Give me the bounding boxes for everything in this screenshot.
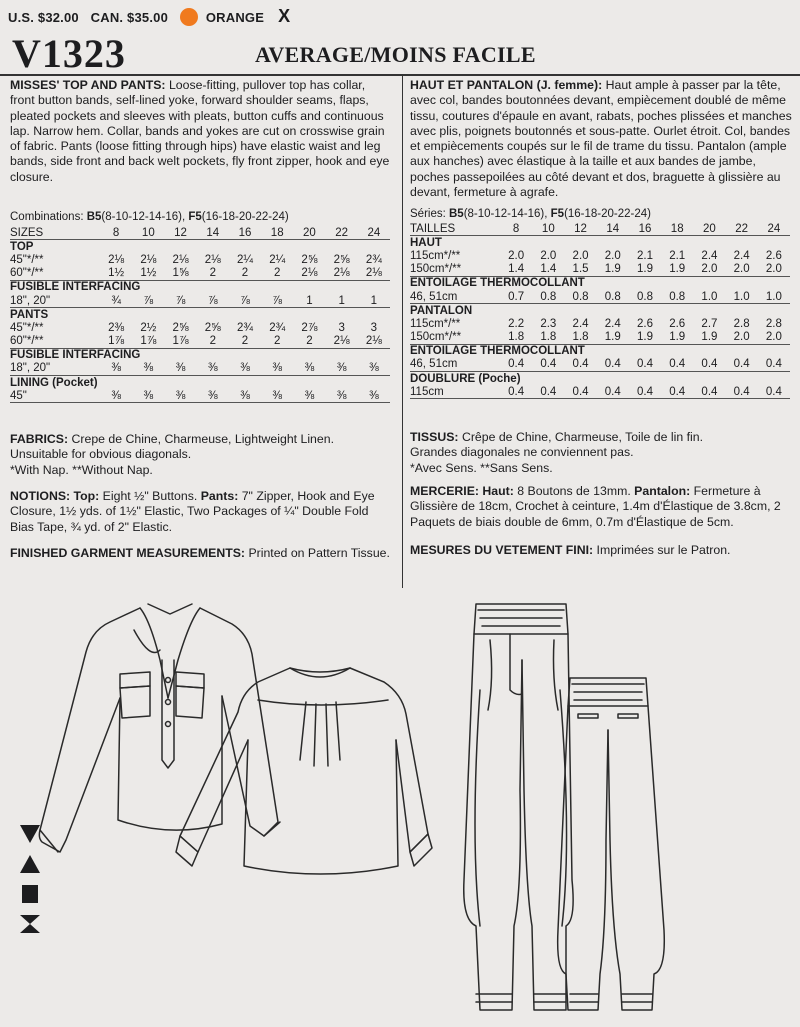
table-cell: 2 [197, 267, 229, 281]
table-cell: 2⅛ [358, 267, 390, 281]
table-row-label: PANTALON [410, 304, 473, 317]
table-cell: 0.4 [500, 358, 532, 372]
table-section-row [410, 372, 790, 386]
table-cell: 18 [261, 226, 293, 240]
table-cell: 2.0 [693, 263, 725, 277]
table-cell: 2⅛ [326, 267, 358, 281]
table-cell: 16 [629, 222, 661, 236]
table-cell: 2 [229, 335, 261, 349]
table-cell: ⅞ [261, 294, 293, 308]
table-cell: 0.7 [500, 290, 532, 304]
table-row [410, 331, 790, 345]
table-cell: 1.9 [597, 263, 629, 277]
table-cell: 1.9 [629, 331, 661, 345]
table-cell: ⅜ [229, 362, 261, 376]
table-cell: 2.8 [765, 317, 782, 330]
table-cell: 0.4 [597, 358, 629, 372]
table-cell: 24 [758, 222, 790, 236]
table-cell: 2.2 [508, 317, 525, 330]
table-row-label: DOUBLURE (Poche) [410, 372, 521, 385]
table-cell: 1⅝ [164, 267, 196, 281]
table-cell: 2¾ [269, 321, 286, 334]
table-cell: ⅜ [326, 362, 358, 376]
table-cell: 1⅞ [164, 335, 196, 349]
table-row-label: 45"*/** [10, 321, 44, 334]
table-cell: 1.9 [661, 331, 693, 345]
table-cell: 14 [197, 226, 229, 240]
table-cell: ⅜ [293, 362, 325, 376]
table-section-row [10, 240, 390, 254]
table-cell: ⅜ [132, 362, 164, 376]
table-cell: 20 [293, 226, 325, 240]
table-row-label: ENTOILAGE THERMOCOLLANT [410, 345, 585, 358]
table-cell: 1.5 [564, 263, 596, 277]
table-cell: 1½ [132, 267, 164, 281]
table-cell: ⅞ [197, 294, 229, 308]
table-cell: ⅜ [132, 389, 164, 403]
table-cell: 3 [338, 321, 345, 334]
table-row-label: 46, 51cm [410, 358, 500, 372]
french-notions: MERCERIE: Haut: 8 Boutons de 13mm. Pantalon: Fermeture à Glissière de 18cm, Crochet à ceinture, 1.4m d'Élastique de 3.8cm, 2 Paquets de biais double de 6mm, 0.7m d'Élastique de 5cm. [410, 484, 781, 529]
table-cell: 1.0 [693, 290, 725, 304]
table-row [410, 263, 790, 277]
table-header-row [10, 226, 390, 240]
french-description [410, 78, 792, 200]
table-cell: 2 [293, 335, 325, 349]
table-cell: 2.1 [669, 249, 686, 262]
table-cell: 1½ [100, 267, 132, 281]
table-row [410, 290, 790, 304]
table-cell: 1 [293, 294, 325, 308]
table-cell: 0.4 [629, 385, 661, 399]
table-row [10, 362, 390, 376]
table-cell: ⅜ [261, 362, 293, 376]
table-cell: 1.8 [564, 331, 596, 345]
table-row [410, 385, 790, 399]
table-cell: 2¼ [236, 253, 253, 266]
table-cell: 2.0 [604, 249, 621, 262]
table-cell: 2.0 [508, 249, 525, 262]
column-divider [402, 76, 403, 588]
table-cell: 2.4 [733, 249, 750, 262]
price-us: U.S. $32.00 [8, 10, 79, 25]
table-cell: 2⅛ [358, 335, 390, 349]
table-section-row [10, 348, 390, 362]
table-header-row [410, 222, 790, 236]
table-row-label: HAUT [410, 236, 442, 249]
price-can: CAN. $35.00 [90, 10, 169, 25]
table-cell: 8 [100, 226, 132, 240]
table-cell: 0.8 [661, 290, 693, 304]
table-cell: 0.4 [564, 358, 596, 372]
table-cell: 2.4 [604, 317, 621, 330]
table-cell: 0.4 [597, 385, 629, 399]
table-cell: 1.4 [500, 263, 532, 277]
table-cell: 22 [726, 222, 758, 236]
table-cell: 18 [661, 222, 693, 236]
table-cell: 0.4 [661, 385, 693, 399]
table-row [10, 294, 390, 308]
table-cell: 2¾ [236, 321, 253, 334]
table-row-label: 18", 20" [10, 362, 100, 376]
french-description-text: Haut ample à passer par la tête, avec col, bandes boutonnées devant, empiècement doublé de même tissu, coutures d'épaule en avant, rabats, poches plissées et manches avec plis, poignets boutonnés et sous-patte. Ourlet étroit. Col, bandes et empiècements coupés sur le fil de trame du tissu. Pantalon (ample aux hanches) avec élastique à la taille et aux bandes de jambe, poches passepoilées au côté devant et dos, braguette à glissière au devant, fermeture à agrafe. [410, 78, 792, 200]
table-cell: 10 [532, 222, 564, 236]
table-cell: 1.8 [532, 331, 564, 345]
pattern-number: V1323 [12, 31, 126, 76]
table-cell: ⅞ [229, 294, 261, 308]
table-cell: 2⅛ [293, 267, 325, 281]
table-cell: 16 [229, 226, 261, 240]
table-cell: 1.9 [661, 263, 693, 277]
table-row-label: TAILLES [410, 222, 500, 236]
table-cell: ⅜ [358, 362, 390, 376]
table-cell: 2.6 [669, 317, 686, 330]
table-cell: ⅜ [326, 389, 358, 403]
table-row-label: 115cm [410, 385, 500, 399]
table-row [10, 389, 390, 403]
table-cell: ⅜ [197, 389, 229, 403]
table-row-label: 115cm*/** [410, 317, 461, 330]
pants-front-drawing [464, 604, 573, 1010]
table-cell: 2.0 [726, 263, 758, 277]
table-cell: 24 [358, 226, 390, 240]
table-row-label: PANTS [10, 308, 49, 321]
table-row-label: ENTOILAGE THERMOCOLLANT [410, 277, 585, 290]
table-cell: 2¼ [269, 253, 286, 266]
pants-back-drawing [558, 678, 665, 1010]
table-cell: 2⅝ [172, 321, 189, 334]
table-cell: 2⅝ [333, 253, 350, 266]
table-cell: 2.4 [701, 249, 718, 262]
table-row [10, 335, 390, 349]
table-row [10, 267, 390, 281]
table-cell: 1.9 [693, 331, 725, 345]
table-cell: 2 [229, 267, 261, 281]
table-cell: ⅜ [164, 362, 196, 376]
table-cell: 2⅝ [301, 253, 318, 266]
table-row-label: 46, 51cm [410, 290, 500, 304]
table-cell: 2⅛ [140, 253, 157, 266]
english-finished-measurements: FINISHED GARMENT MEASUREMENTS: Printed on Pattern Tissue. [10, 546, 390, 560]
english-notions: NOTIONS: Top: Eight ½" Buttons. Pants: 7" Zipper, Hook and Eye Closure, 1½ yds. of 1½" Elastic, Two Packages of ¼" Double Fold Bias Tape, ¾ yd. of 2" Elastic. [10, 489, 375, 534]
table-row-label: 115cm*/** [410, 249, 461, 262]
table-cell: ⅜ [164, 389, 196, 403]
table-cell: 2.6 [765, 249, 782, 262]
table-cell: ⅜ [229, 389, 261, 403]
table-cell: 1.9 [597, 331, 629, 345]
table-cell: 0.4 [564, 385, 596, 399]
table-cell: 2.0 [758, 263, 790, 277]
table-section-row [410, 344, 790, 358]
garment-illustrations [0, 590, 800, 1027]
table-cell: 0.4 [693, 358, 725, 372]
price-line [8, 6, 298, 27]
table-cell: ⅜ [197, 362, 229, 376]
table-cell: 0.8 [564, 290, 596, 304]
table-cell: 0.4 [629, 358, 661, 372]
table-cell: 2.3 [540, 317, 557, 330]
english-fabrics: FABRICS: Crepe de Chine, Charmeuse, Lightweight Linen. Unsuitable for obvious diagonals. *With Nap. **Without Nap. [10, 432, 334, 477]
table-cell: ⅜ [100, 362, 132, 376]
english-description-text: Loose-fitting, pullover top has collar, front button bands, self-lined yoke, forward shoulder seams, flaps, pleated pockets and sleeves with pleats, button cuffs and continuous lap. Narrow hem. Collar, bands and yokes are cut on crosswise grain of fabric. Pants (loose fitting through hips) have elastic waist and leg bands, side front and back welt pockets, fly front zipper, hook and eye closure. [10, 78, 390, 184]
table-cell: 3 [370, 321, 378, 334]
french-finished-measurements: MESURES DU VETEMENT FINI: Imprimées sur le Patron. [410, 543, 731, 557]
table-row-label: 18", 20" [10, 294, 100, 308]
table-row-label: TOP [10, 240, 34, 253]
table-cell: 1⅞ [132, 335, 164, 349]
table-cell: 2.0 [540, 249, 557, 262]
table-cell: 0.4 [661, 358, 693, 372]
table-cell: 2 [261, 335, 293, 349]
table-cell: 0.4 [758, 385, 790, 399]
table-cell: 0.4 [726, 385, 758, 399]
color-mark: X [278, 6, 291, 26]
difficulty-label: AVERAGE/MOINS FACILE [255, 42, 536, 67]
color-label: ORANGE [205, 10, 265, 25]
table-cell: 2⅛ [326, 335, 358, 349]
top-front-drawing [39, 604, 280, 852]
table-cell: 2⅛ [172, 253, 189, 266]
table-section-row [10, 280, 390, 294]
table-cell: 2.0 [758, 331, 790, 345]
table-row-label: SIZES [10, 226, 100, 240]
table-cell: 0.4 [726, 358, 758, 372]
table-cell: 1.9 [629, 263, 661, 277]
table-cell: ⅜ [358, 389, 390, 403]
table-cell: 0.8 [597, 290, 629, 304]
table-cell: 0.4 [500, 385, 532, 399]
french-series: Séries: B5(8-10-12-14-16), F5(16-18-20-22-24) [410, 208, 651, 220]
table-cell: 2⅞ [301, 321, 318, 334]
table-cell: 1.4 [532, 263, 564, 277]
table-row-label: 45"*/** [10, 253, 44, 266]
table-section-row [410, 276, 790, 290]
table-cell: 1.8 [500, 331, 532, 345]
table-cell: 0.4 [532, 358, 564, 372]
english-description [10, 78, 390, 185]
table-cell: 2.8 [733, 317, 750, 330]
table-row-label: 60"*/** [10, 267, 100, 281]
table-cell: 2¾ [365, 253, 382, 266]
table-cell: 2.1 [636, 249, 653, 262]
orange-color-dot-icon [180, 8, 198, 26]
table-row-label: 150cm*/** [410, 331, 500, 345]
table-row [10, 321, 390, 334]
table-cell: 1.0 [758, 290, 790, 304]
table-cell: ⅞ [164, 294, 196, 308]
table-section-row [10, 376, 390, 390]
header-divider [0, 74, 800, 76]
french-yardage-table [410, 222, 790, 399]
table-section-row [10, 308, 390, 322]
table-cell: 2.7 [701, 317, 718, 330]
table-cell: 2⅜ [108, 321, 125, 334]
table-section-row [410, 236, 790, 250]
table-cell: 2.0 [572, 249, 589, 262]
table-row-label: LINING (Pocket) [10, 376, 98, 389]
table-cell: ⅜ [100, 389, 132, 403]
english-yardage-table [10, 226, 390, 403]
table-cell: 20 [693, 222, 725, 236]
table-cell: 0.8 [629, 290, 661, 304]
table-cell: 1⅞ [100, 335, 132, 349]
table-cell: 2⅛ [204, 253, 221, 266]
table-row-label: 150cm*/** [410, 263, 500, 277]
table-row [10, 253, 390, 266]
table-row-label: 45" [10, 389, 100, 403]
table-row [410, 317, 790, 330]
table-row-label: FUSIBLE INTERFACING [10, 349, 141, 362]
table-cell: 2 [197, 335, 229, 349]
table-cell: 2 [261, 267, 293, 281]
table-section-row [410, 304, 790, 318]
table-cell: 14 [597, 222, 629, 236]
table-row-label: FUSIBLE INTERFACING [10, 281, 141, 294]
table-cell: 10 [132, 226, 164, 240]
table-cell: 2⅛ [108, 253, 125, 266]
table-cell: 1 [326, 294, 358, 308]
table-cell: 1.0 [726, 290, 758, 304]
table-cell: 0.4 [758, 358, 790, 372]
table-cell: 12 [564, 222, 596, 236]
table-cell: 2⅝ [204, 321, 221, 334]
table-cell: ⅞ [132, 294, 164, 308]
table-cell: 1 [358, 294, 390, 308]
table-row-label: 60"*/** [10, 335, 100, 349]
table-row [410, 249, 790, 262]
top-back-drawing [176, 668, 432, 874]
table-cell: 12 [164, 226, 196, 240]
english-title: MISSES' TOP AND PANTS: [10, 78, 166, 92]
table-cell: 0.4 [693, 385, 725, 399]
table-cell: 2.4 [572, 317, 589, 330]
table-cell: ¾ [100, 294, 132, 308]
table-cell: ⅜ [261, 389, 293, 403]
table-cell: 0.4 [532, 385, 564, 399]
table-row [410, 358, 790, 372]
table-cell: 2½ [140, 321, 157, 334]
french-title: HAUT ET PANTALON (J. femme): [410, 78, 603, 92]
table-cell: 22 [326, 226, 358, 240]
table-cell: 2.0 [726, 331, 758, 345]
english-combinations: Combinations: B5(8-10-12-14-16), F5(16-18-20-22-24) [10, 211, 289, 223]
table-cell: 2.6 [636, 317, 653, 330]
table-cell: ⅜ [293, 389, 325, 403]
table-cell: 8 [500, 222, 532, 236]
table-cell: 0.8 [532, 290, 564, 304]
french-fabrics: TISSUS: Crêpe de Chine, Charmeuse, Toile de lin fin. Grandes diagonales ne conviennent pas. *Avec Sens. **Sans Sens. [410, 430, 703, 475]
